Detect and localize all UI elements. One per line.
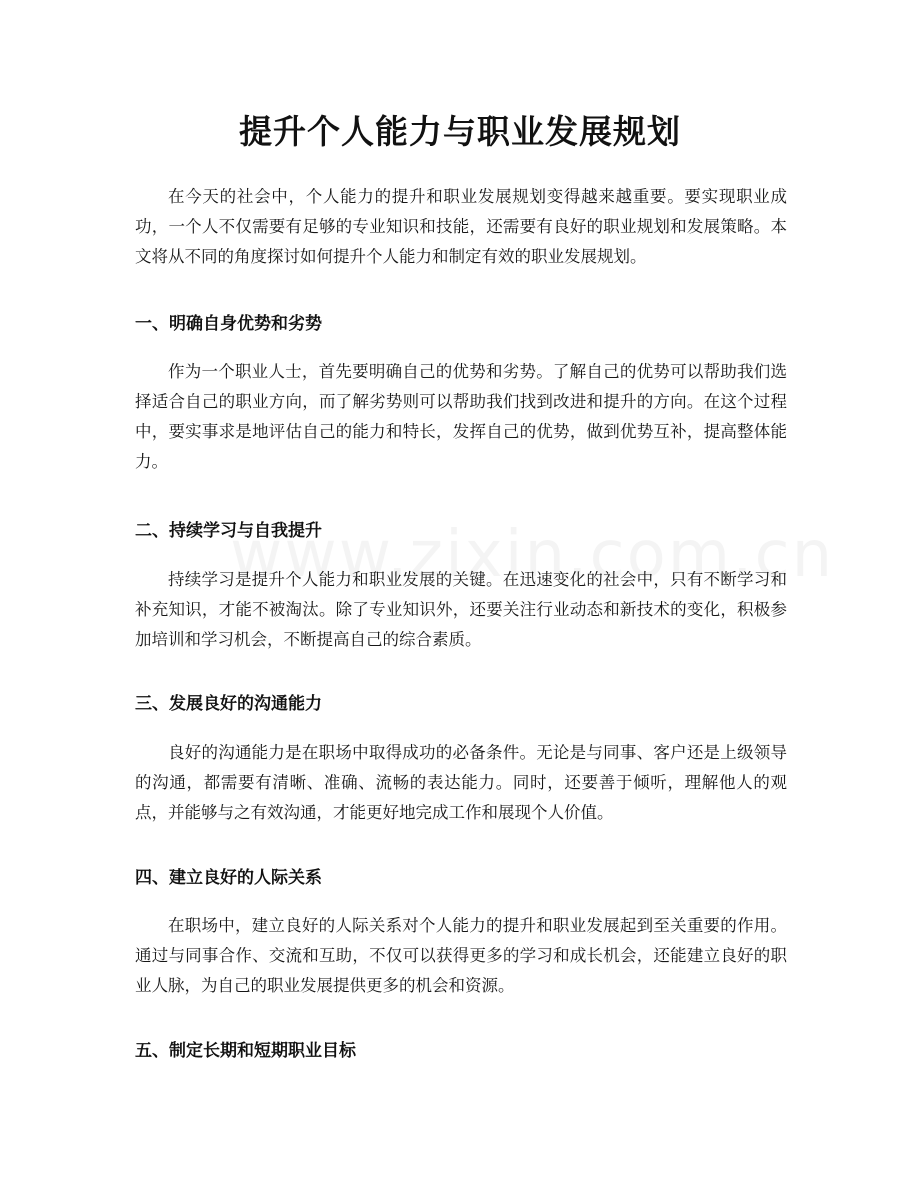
section-heading-1: 一、明确自身优势和劣势 [135,314,322,334]
section-body-1: 作为一个职业人士，首先要明确自己的优势和劣势。了解自己的优势可以帮助我们选择适合自己的职业方向，而了解劣势则可以帮助我们找到改进和提升的方向。在这个过程中，要实事求是地评估自己的能力和特长，发挥自己的优势，做到优势互补，提高整体能力。 [135,362,787,471]
section-body-4: 在职场中，建立良好的人际关系对个人能力的提升和职业发展起到至关重要的作用。通过与同事合作、交流和互助，不仅可以获得更多的学习和成长机会，还能建立良好的职业人脉，为自己的职业发展提供更多的机会和资源。 [135,916,787,995]
section-heading-5: 五、制定长期和短期职业目标 [135,1041,356,1061]
page-title: 提升个人能力与职业发展规划 [239,112,681,151]
section-heading-2: 二、持续学习与自我提升 [135,521,322,541]
intro-paragraph: 在今天的社会中，个人能力的提升和职业发展规划变得越来越重要。要实现职业成功，一个人不仅需要有足够的专业知识和技能，还需要有良好的职业规划和发展策略。本文将从不同的角度探讨如何提升个人能力和制定有效的职业发展规划。 [135,187,787,266]
section-body-2: 持续学习是提升个人能力和职业发展的关键。在迅速变化的社会中，只有不断学习和补充知识，才能不被淘汰。除了专业知识外，还要关注行业动态和新技术的变化，积极参加培训和学习机会，不断提高自己的综合素质。 [135,570,787,649]
section-body-3: 良好的沟通能力是在职场中取得成功的必备条件。无论是与同事、客户还是上级领导的沟通，都需要有清晰、准确、流畅的表达能力。同时，还要善于倾听，理解他人的观点，并能够与之有效沟通，才能更好地完成工作和展现个人价值。 [135,743,787,822]
section-heading-3: 三、发展良好的沟通能力 [135,694,322,714]
section-heading-4: 四、建立良好的人际关系 [135,868,322,888]
